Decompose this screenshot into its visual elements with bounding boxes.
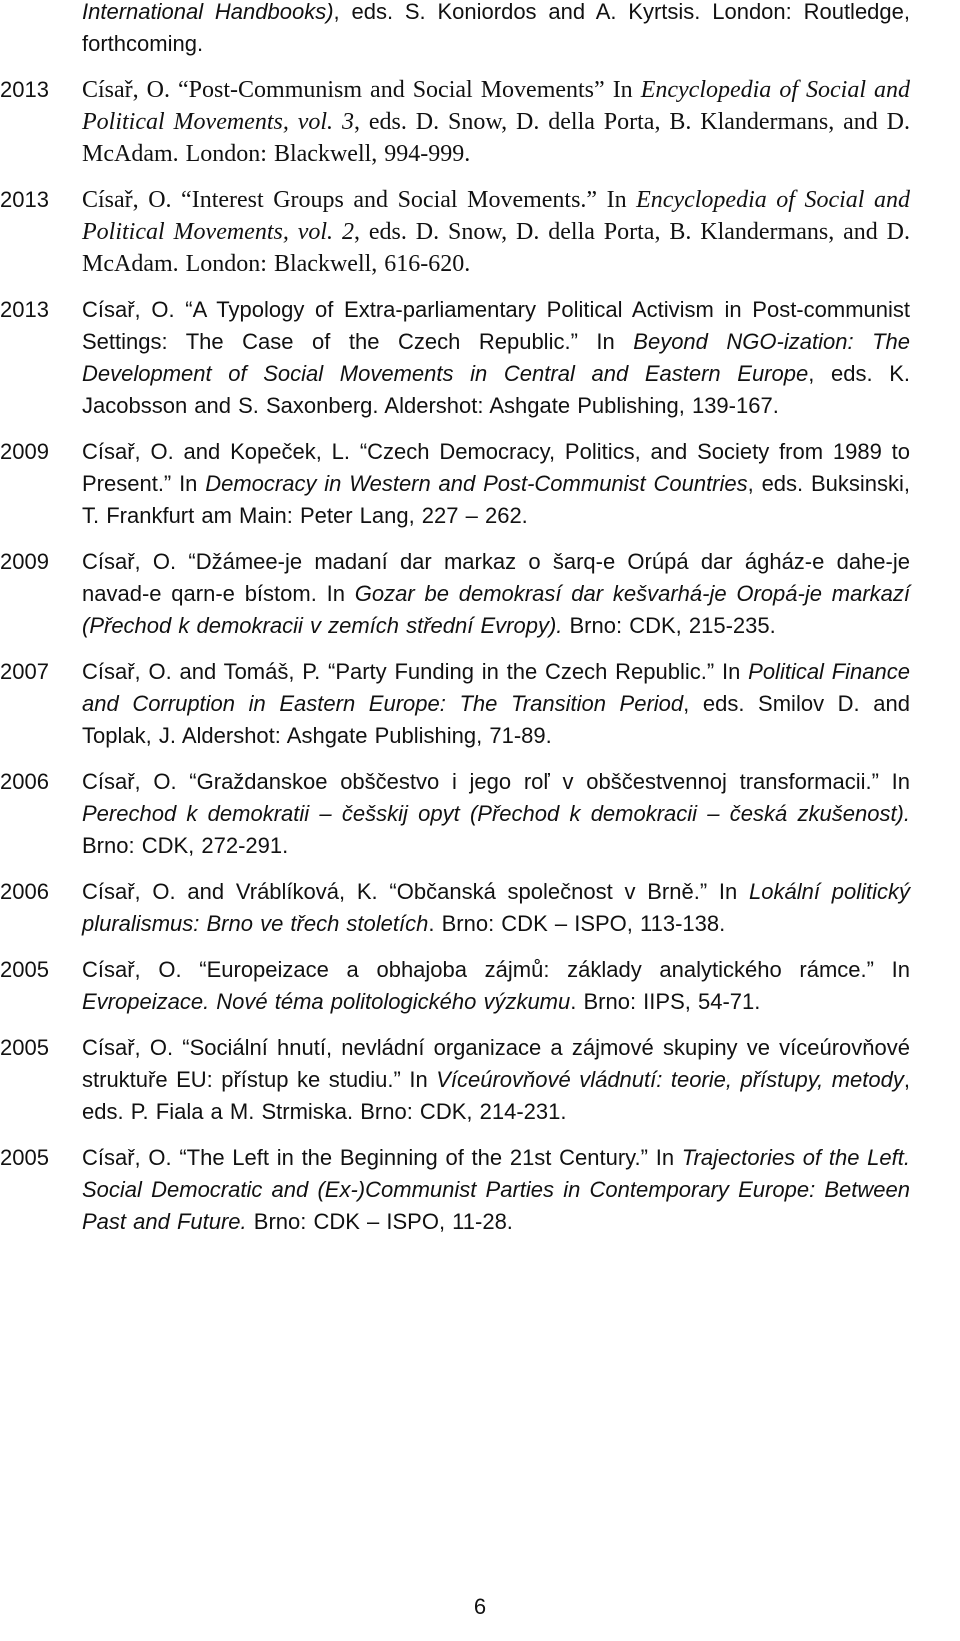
citation-segment: . Brno: CDK – ISPO, 113-138.	[428, 911, 726, 936]
publication-entry	[0, 1142, 960, 1238]
citation-italic-segment: Perechod k demokratii – češskij opyt (Přechod k demokracii – česká zkušenost).	[82, 801, 910, 826]
citation-italic-segment: Encyclopedia of Social and Political Movements, vol. 3	[82, 77, 910, 135]
publication-entry	[0, 656, 960, 752]
citation-italic-segment: International Handbooks)	[82, 0, 334, 24]
citation-segment: Císař, O. and Vráblíková, K. “Občanská společnost v Brně.” In	[82, 879, 750, 904]
citation-segment: Císař, O. and Tomáš, P. “Party Funding in the Czech Republic.” In	[82, 659, 749, 684]
publication-year: 2006	[0, 769, 49, 794]
citation-segment: Císař, O. “Graždanskoe obščestvo i jego roľ v obščestvennoj transformacii.” In	[82, 769, 910, 794]
citation-segment: Císař, O. “A Typology of Extra-parliamentary Political Activism in Post-communist Settings: The Case of the Czech Republic.” In	[82, 297, 910, 354]
publication-citation	[82, 954, 910, 1018]
publication-entry	[0, 184, 960, 280]
citation-segment: , eds. K. Jacobsson and S. Saxonberg. Aldershot: Ashgate Publishing, 139-167.	[82, 361, 910, 418]
citation-segment: Brno: CDK, 272-291.	[82, 833, 289, 858]
citation-italic-segment: Beyond NGO-ization: The Development of Social Movements in Central and Eastern Europe	[82, 329, 910, 386]
citation-segment: Císař, O. “Post-Communism and Social Movements” In	[82, 77, 641, 103]
citation-segment: Císař, O. “Džámee-je madaní dar markaz o šarq-e Orúpá dar ágház-e dahe-je navad-e qarn-e bístom. In	[82, 549, 910, 606]
publication-year: 2013	[0, 77, 49, 102]
publication-year: 2009	[0, 549, 49, 574]
citation-italic-segment: Political Finance and Corruption in Eastern Europe: The Transition Period	[82, 659, 911, 716]
publication-citation	[82, 436, 910, 532]
citation-segment: , eds. Buksinski, T. Frankfurt am Main: Peter Lang, 227 – 262.	[82, 471, 910, 528]
publication-entry	[0, 436, 960, 532]
publication-year: 2013	[0, 187, 49, 212]
publication-entry	[0, 74, 960, 170]
publication-year: 2013	[0, 297, 49, 322]
publication-entry	[0, 954, 960, 1018]
citation-segment: Císař, O. “The Left in the Beginning of the 21st Century.” In	[82, 1145, 682, 1170]
publication-entry	[0, 1032, 960, 1128]
publication-citation	[82, 0, 910, 60]
publication-entry	[0, 766, 960, 862]
citation-segment: Císař, O. “Sociální hnutí, nevládní organizace a zájmové skupiny ve víceúrovňové struktuře EU: přístup ke studiu.” In	[82, 1035, 910, 1092]
citation-segment: Císař, O. and Kopeček, L. “Czech Democracy, Politics, and Society from 1989 to Present.” In	[82, 439, 910, 496]
publication-year: 2006	[0, 879, 49, 904]
publication-entry	[0, 876, 960, 940]
citation-italic-segment: Gozar be demokrasí dar kešvarhá-je Oropá-je markazí (Přechod k demokracii v zemích střední Evropy).	[82, 581, 910, 638]
citation-segment: . Brno: IIPS, 54-71.	[570, 989, 761, 1014]
citation-italic-segment: Evropeizace. Nové téma politologického výzkumu	[82, 989, 571, 1014]
citation-segment: , eds. D. Snow, D. della Porta, B. Klandermans, and D. McAdam. London: Blackwell, 994-999.	[82, 109, 910, 167]
publication-citation	[82, 184, 910, 280]
publication-citation	[82, 74, 910, 170]
publication-entry	[0, 0, 960, 60]
citation-segment: , eds. P. Fiala a M. Strmiska. Brno: CDK, 214-231.	[82, 1067, 910, 1124]
citation-segment: Brno: CDK, 215-235.	[562, 613, 776, 638]
citation-segment: , eds. S. Koniordos and A. Kyrtsis. London: Routledge, forthcoming.	[82, 0, 910, 56]
citation-segment: , eds. Smilov D. and Toplak, J. Aldershot: Ashgate Publishing, 71-89.	[82, 691, 910, 748]
page-number: 6	[473, 1594, 487, 1619]
publication-citation	[82, 876, 910, 940]
citation-segment: Císař, O. “Europeizace a obhajoba zájmů: základy analytického rámce.” In	[82, 957, 910, 982]
publication-entry	[0, 546, 960, 642]
publication-citation	[82, 766, 910, 862]
publication-citation	[82, 1142, 910, 1238]
publication-year: 2005	[0, 1035, 49, 1060]
publication-year: 2005	[0, 1145, 49, 1170]
publication-citation	[82, 1032, 910, 1128]
citation-segment: Brno: CDK – ISPO, 11-28.	[246, 1209, 513, 1234]
citation-italic-segment: Víceúrovňové vládnutí: teorie, přístupy, metody	[436, 1067, 904, 1092]
publication-year: 2005	[0, 957, 49, 982]
publication-year: 2007	[0, 659, 49, 684]
publication-citation	[82, 294, 910, 422]
citation-segment: Císař, O. “Interest Groups and Social Movements.” In	[82, 187, 637, 213]
citation-italic-segment: Democracy in Western and Post-Communist Countries	[205, 471, 748, 496]
citation-segment: , eds. D. Snow, D. della Porta, B. Klandermans, and D. McAdam. London: Blackwell, 616-620.	[82, 219, 910, 277]
citation-italic-segment: Lokální politický pluralismus: Brno ve třech stoletích	[82, 879, 910, 936]
publication-year: 2009	[0, 439, 49, 464]
publication-citation	[82, 546, 910, 642]
citation-italic-segment: Trajectories of the Left. Social Democratic and (Ex-)Communist Parties in Contemporary Europe: Between Past and Future.	[82, 1145, 910, 1234]
publication-citation	[82, 656, 910, 752]
publication-entry	[0, 294, 960, 422]
citation-italic-segment: Encyclopedia of Social and Political Movements, vol. 2	[82, 187, 910, 245]
